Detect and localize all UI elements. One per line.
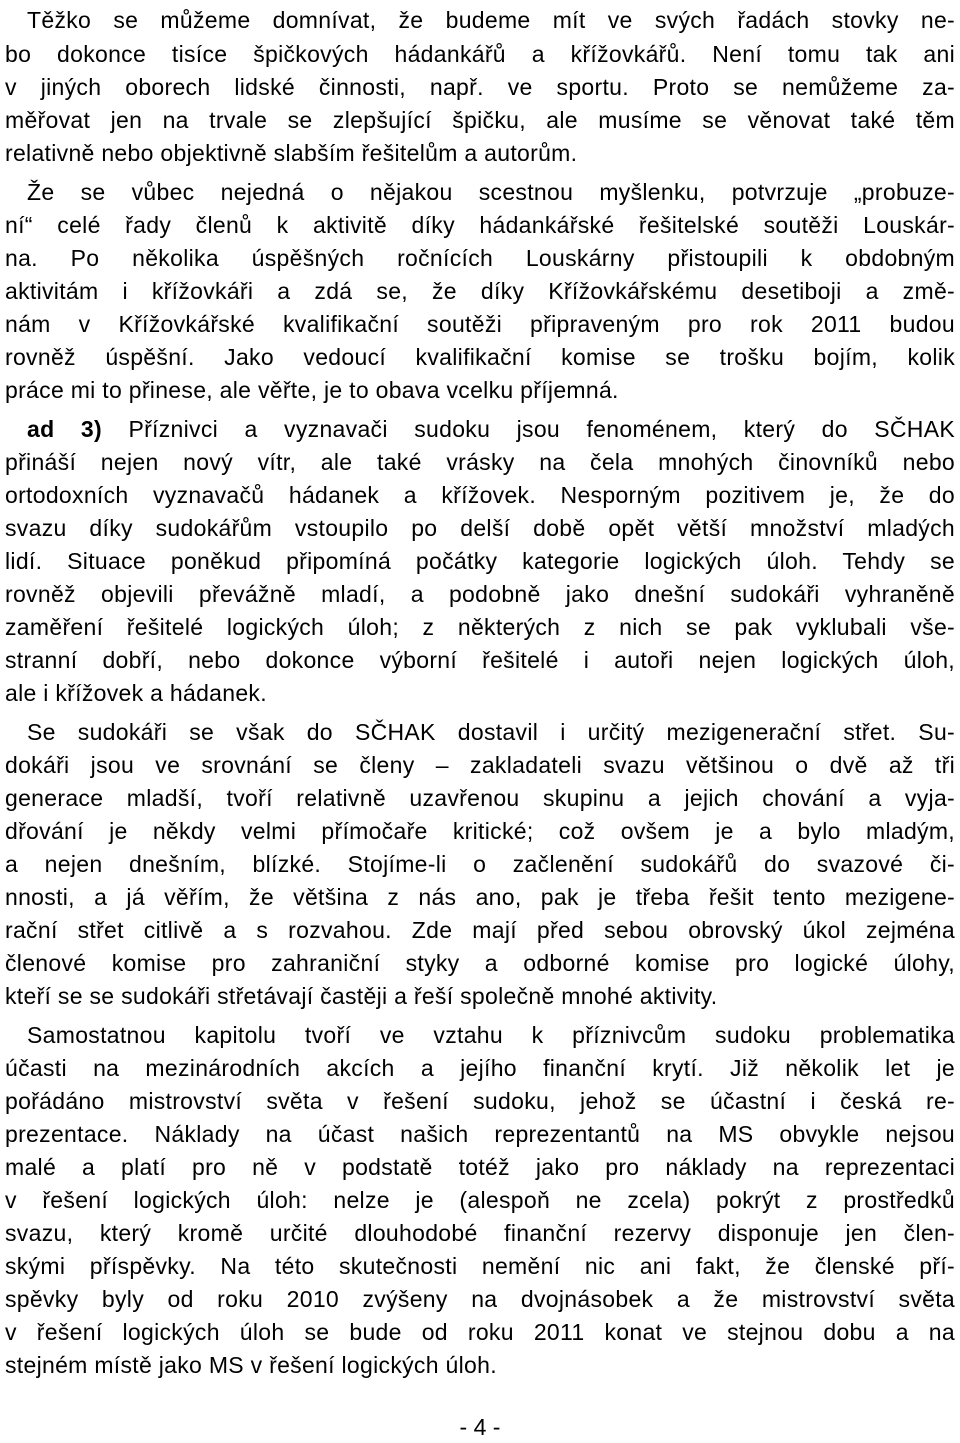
- text-line: lidí. Situace poněkud připomíná počátky kategorie logických úloh. Tehdy se: [5, 548, 955, 574]
- text-line: stranní dobří, nebo dokonce výborní řešitelé i autoři nejen logických úloh,: [5, 647, 955, 673]
- text-line: svazu díky sudokářům vstoupilo po delší době opět větší množství mladých: [5, 515, 955, 541]
- text-line: v jiných oborech lidské činnosti, např. ve sportu. Proto se nemůžeme za-: [5, 74, 955, 100]
- text-line: dřování je někdy velmi přímočaře kritické; což ovšem je a bylo mladým,: [5, 818, 955, 844]
- text-line: ní“ celé řady členů k aktivitě díky hádankářské řešitelské soutěži Louskár-: [5, 212, 955, 238]
- text-line: Těžko se můžeme domnívat, že budeme mít ve svých řadách stovky ne-: [27, 7, 955, 33]
- text-line: aktivitám i křížovkáři a zdá se, že díky Křížovkářskému desetiboji a změ-: [5, 278, 955, 304]
- text-line: nám v Křížovkářské kvalifikační soutěži připraveným pro rok 2011 budou: [5, 311, 955, 337]
- text-line: v řešení logických úloh: nelze je (alespoň ne zcela) pokrýt z prostředků: [5, 1187, 955, 1213]
- text-line: prezentace. Náklady na účast našich reprezentantů na MS obvykle nejsou: [5, 1121, 955, 1147]
- text-line: generace mladší, tvoří relativně uzavřenou skupinu a jejich chování a vyja-: [5, 785, 955, 811]
- text-line: na. Po několika úspěšných ročnících Louskárny přistoupili k obdobným: [5, 245, 955, 271]
- page-number: - 4 -: [459, 1414, 501, 1440]
- text-line: Se sudokáři se však do SČHAK dostavil i určitý mezigenerační střet. Su-: [27, 719, 955, 745]
- text-line: práce mi to přinese, ale věřte, je to obava vcelku příjemná.: [5, 377, 619, 403]
- text-line: Samostatnou kapitolu tvoří ve vztahu k příznivcům sudoku problematika: [27, 1022, 955, 1048]
- ad3-label: ad 3): [27, 416, 102, 442]
- document-page: [5, 0, 955, 1443]
- text-line: kteří se se sudokáři střetávají častěji a řeší společně mnohé aktivity.: [5, 983, 718, 1009]
- text-line: zaměření řešitelé logických úloh; z některých z nich se pak vyklubali vše-: [5, 614, 955, 640]
- text-line: účasti na mezinárodních akcích a jejího finanční krytí. Již několik let je: [5, 1055, 955, 1081]
- text-line: pořádáno mistrovství světa v řešení sudoku, jehož se účastní i česká re-: [5, 1088, 955, 1114]
- text-line: bo dokonce tisíce špičkových hádankářů a křížovkářů. Není tomu tak ani: [5, 41, 955, 67]
- text-line: stejném místě jako MS v řešení logických úloh.: [5, 1352, 497, 1378]
- text-line: v řešení logických úloh se bude od roku 2011 konat ve stejnou dobu a na: [5, 1319, 955, 1345]
- text-line: rační střet citlivě a s rozvahou. Zde mají před sebou obrovský úkol zejména: [5, 917, 955, 943]
- ad3-first-line: [5, 412, 955, 446]
- text-line: přináší nejen nový vítr, ale také vrásky na čela mnohých činovníků nebo: [5, 449, 955, 475]
- text-line: členové komise pro zahraniční styky a odborné komise pro logické úlohy,: [5, 950, 955, 976]
- text-line: a nejen dnešním, blízké. Stojíme-li o začlenění sudokářů do svazové či-: [5, 851, 955, 877]
- text-line: Že se vůbec nejedná o nějakou scestnou myšlenku, potvrzuje „probuze-: [27, 179, 955, 205]
- text-line: měřovat jen na trvale se zlepšující špičku, ale musíme se věnovat také těm: [5, 107, 955, 133]
- text-line: nnosti, a já věřím, že většina z nás ano, pak je třeba řešit tento mezigene-: [5, 884, 955, 910]
- text-line: skými příspěvky. Na této skutečnosti nemění nic ani fakt, že členské pří-: [5, 1253, 955, 1279]
- text-line: ortodoxních vyznavačů hádanek a křížovek. Nesporným pozitivem je, že do: [5, 482, 955, 508]
- text-line: spěvky byly od roku 2010 zvýšeny na dvojnásobek a že mistrovství světa: [5, 1286, 955, 1312]
- text-line: rovněž úspěšní. Jako vedoucí kvalifikační komise se trošku bojím, kolik: [5, 344, 955, 370]
- text-line: ale i křížovek a hádanek.: [5, 680, 267, 706]
- text-line: Příznivci a vyznavači sudoku jsou fenoménem, který do SČHAK: [128, 416, 955, 442]
- text-line: dokáři jsou ve srovnání se členy – zakladateli svazu většinou o dvě až tři: [5, 752, 955, 778]
- text-line: malé a platí pro ně v podstatě totéž jako pro náklady na reprezentaci: [5, 1154, 955, 1180]
- text-line: svazu, který kromě určité dlouhodobé finanční rezervy disponuje jen člen-: [5, 1220, 955, 1246]
- text-line: rovněž objevili převážně mladí, a podobně jako dnešní sudokáři vyhraněně: [5, 581, 955, 607]
- text-line: relativně nebo objektivně slabším řešitelům a autorům.: [5, 140, 578, 166]
